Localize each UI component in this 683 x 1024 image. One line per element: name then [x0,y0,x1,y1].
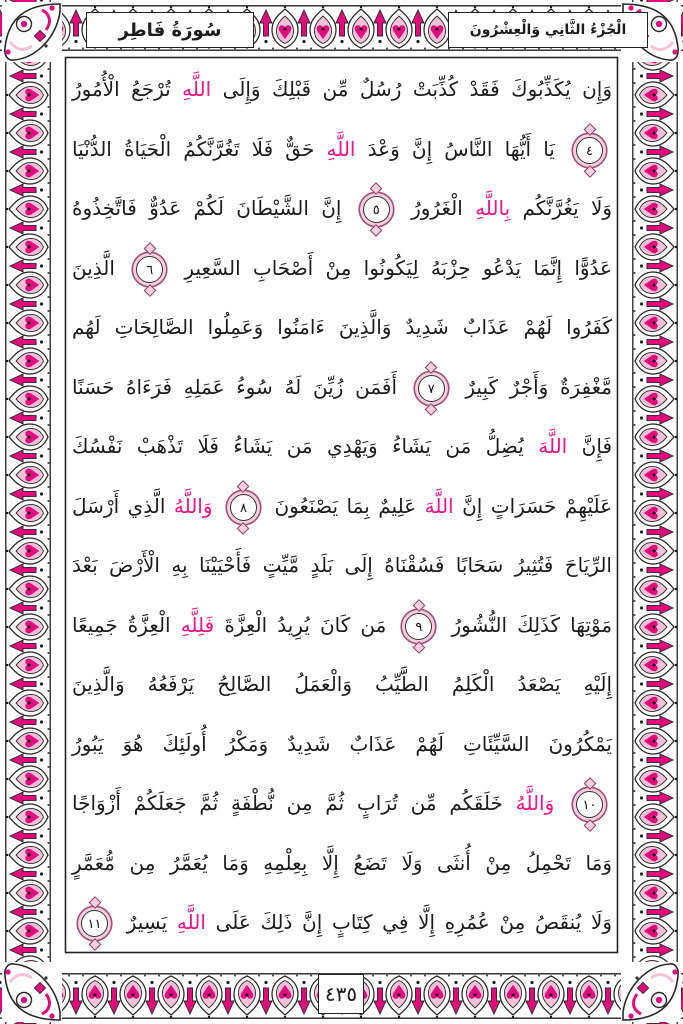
allah-word-highlight: اللَّهِ [182,77,212,101]
mushaf-line [72,298,612,357]
allah-word-highlight: فَلِلَّهِ [180,612,215,637]
verse-text: أَفَمَن زُيِّنَ لَهُ سُوءُ عَمَلِهِ فَرَءَاهُ حَسَنًا [72,374,397,399]
surah-title: سُورَةُ فَاطِر [118,19,222,41]
mushaf-line [72,239,612,298]
mushaf-line [72,596,612,655]
verse-text: إِلَيْهِ يَصْعَدُ الْكَلِمُ الطَّيِّبُ وَالْعَمَلُ الصَّالِحُ يَرْفَعُهُ وَالَّذِينَ [72,672,612,696]
juz-title: الْجُزْءُ الثَّانِي وَالْعِشْرُونَ [469,22,627,38]
mushaf-line [72,774,612,833]
verse-text: عَلِيمٌ بِمَا يَصْنَعُونَ [274,493,417,518]
mushaf-line [72,417,612,476]
verse-text: خَلَقَكُم مِّن تُرَابٍ ثُمَّ مِن نُّطْفَةٍ ثُمَّ جَعَلَكُمْ أَزْوَاجًا [72,791,503,815]
mushaf-line [72,834,612,893]
allah-word-highlight: وَاللَّهُ [173,493,213,518]
quran-text-lines [72,60,612,952]
allah-word-highlight: بِاللَّهِ [475,196,511,220]
ayah-marker: ١٠ [576,791,603,818]
mushaf-line [72,358,612,417]
page-number-box [318,974,364,1014]
verse-text: تُرْجَعُ الْأُمُورُ [72,77,171,101]
mushaf-line [72,893,612,952]
verse-text: وَإِن يُكَذِّبُوكَ فَقَدْ كُذِّبَتْ رُسُلٌ مِّن قَبْلِكَ وَإِلَى [222,77,612,101]
verse-text: يَسِيرٌ [126,910,168,934]
mushaf-line [72,655,612,714]
allah-word-highlight: اللَّهِ [326,136,356,161]
juz-title-box [448,12,648,48]
mushaf-line [72,120,612,179]
verse-text: فَإِنَّ [581,434,612,458]
verse-text: يُضِلُّ مَن يَشَاءُ وَيَهْدِي مَن يَشَاءُ فَلَا تَذْهَبْ نَفْسُكَ [72,434,524,458]
mushaf-line [72,715,612,774]
verse-text: وَلَا يَغُرَّنَّكُم [522,196,613,220]
mushaf-line [72,179,612,238]
ayah-marker: ١١ [81,910,108,937]
ayah-marker: ٤ [576,137,603,164]
verse-text: يَا أَيُّهَا النَّاسُ إِنَّ وَعْدَ [367,136,555,161]
verse-text: مَوْتِهَا كَذَلِكَ النُّشُورُ [451,612,613,637]
page-number: ٤٣٥ [324,982,358,1006]
verse-text: وَمَا تَحْمِلُ مِنْ أُنثَى وَلَا تَضَعُ إِلَّا بِعِلْمِهِ وَمَا يُعَمَّرُ مِن مُّعَمَّرٍ [72,850,612,875]
verse-text: إِنَّ الشَّيْطَانَ لَكُمْ عَدُوٌّ فَاتَّخِذُوهُ [72,196,342,220]
verse-text: حَقٌّ فَلَا تَغُرَّنَّكُمُ الْحَيَاةُ الدُّنْيَا [72,136,315,161]
mushaf-line [72,60,612,119]
ayah-marker: ٨ [230,494,257,521]
allah-word-highlight: وَاللَّهُ [515,791,555,815]
verse-text: عَلَيْهِمْ حَسَرَاتٍ إِنَّ [462,493,613,518]
verse-text: الرِّيَاحَ فَتُثِيرُ سَحَابًا فَسُقْنَاهُ إِلَى بَلَدٍ مَّيِّتٍ فَأَحْيَيْنَا بِهِ الْأَرْضَ بَعْدَ [72,553,612,577]
verse-text: الْغَرُورُ [411,196,463,220]
verse-text: يَمْكُرُونَ السَّيِّئَاتِ لَهُمْ عَذَابٌ شَدِيدٌ وَمَكْرُ أُولَئِكَ هُوَ يَبُورُ [72,731,612,756]
ayah-marker: ٦ [136,256,163,283]
verse-text: مَن كَانَ يُرِيدُ الْعِزَّةَ [224,612,387,637]
mushaf-line [72,477,612,536]
verse-text: وَلَا يُنقَصُ مِنْ عُمُرِهِ إِلَّا فِي كِتَابٍ إِنَّ ذَلِكَ عَلَى [215,910,613,934]
ayah-marker: ٥ [363,196,390,223]
verse-text: الْعِزَّةُ جَمِيعًا [72,612,171,637]
surah-title-box [86,12,254,48]
verse-text: عَدُوًّا إِنَّمَا يَدْعُو حِزْبَهُ لِيَكُونُوا مِنْ أَصْحَابِ السَّعِيرِ [184,255,612,280]
ayah-marker: ٩ [405,613,432,640]
verse-text: كَفَرُوا لَهُمْ عَذَابٌ شَدِيدٌ وَالَّذِينَ ءَامَنُوا وَعَمِلُوا الصَّالِحَاتِ لَهُم [72,315,612,339]
allah-word-highlight: اللَّهَ [424,493,454,518]
verse-text: الَّذِينَ [72,255,115,280]
allah-word-highlight: اللَّهَ [538,434,568,458]
verse-text: مَّغْفِرَةٌ وَأَجْرٌ كَبِيرٌ [465,374,612,399]
mushaf-line [72,536,612,595]
ayah-marker: ٧ [418,375,445,402]
allah-word-highlight: اللَّهِ [176,910,206,934]
verse-text: الَّذِي أَرْسَلَ [72,493,166,518]
